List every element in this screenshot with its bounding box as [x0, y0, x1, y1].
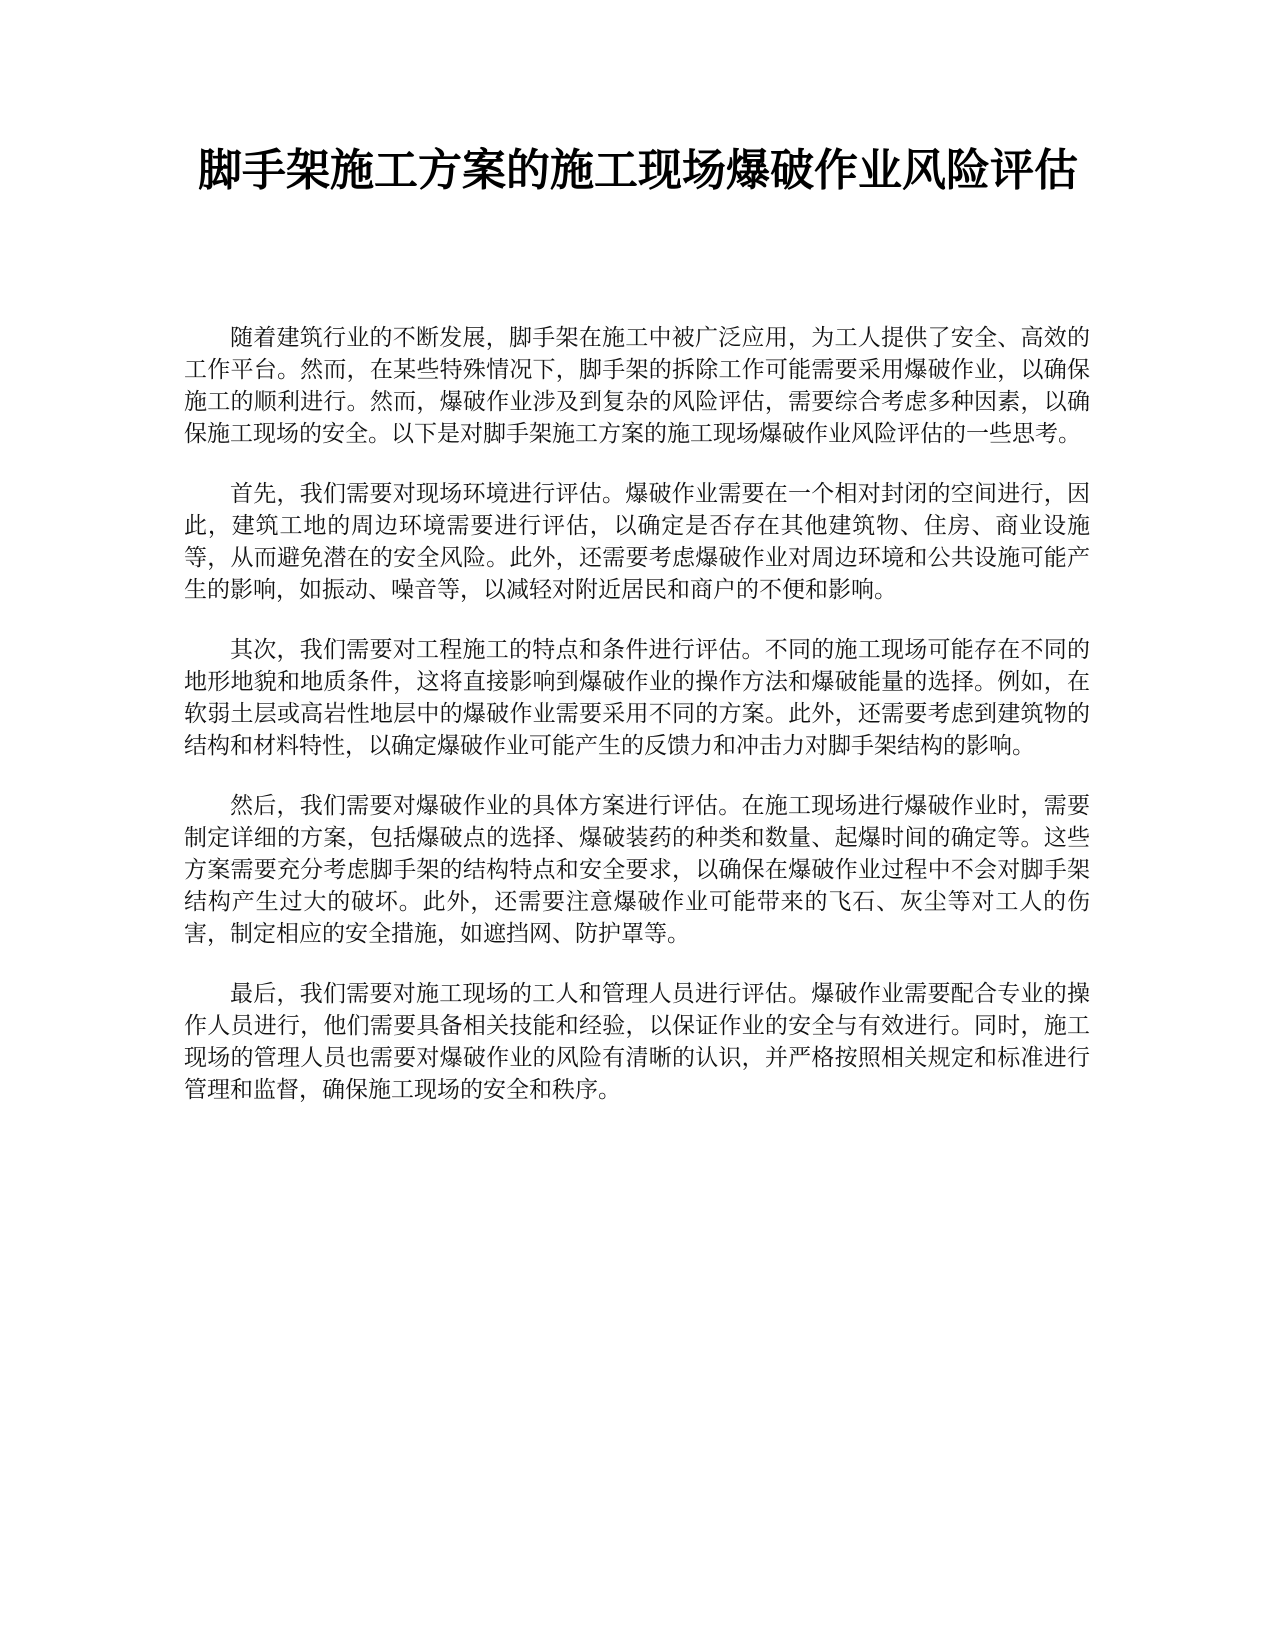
paragraph-site-environment: 首先，我们需要对现场环境进行评估。爆破作业需要在一个相对封闭的空间进行，因此，建筑工地的周边环境需要进行评估，以确定是否存在其他建筑物、住房、商业设施等，从而避免潜在的安全风险。此外，还需要考虑爆破作业对周边环境和公共设施可能产生的影响，如振动、噪音等，以减轻对附近居民和商户的不便和影响。	[184, 481, 1090, 603]
document-title: 脚手架施工方案的施工现场爆破作业风险评估	[198, 145, 1078, 196]
paragraph-personnel: 最后，我们需要对施工现场的工人和管理人员进行评估。爆破作业需要配合专业的操作人员进行，他们需要具备相关技能和经验，以保证作业的安全与有效进行。同时，施工现场的管理人员也需要对爆破作业的风险有清晰的认识，并严格按照相关规定和标准进行管理和监督，确保施工现场的安全和秩序。	[184, 981, 1090, 1103]
document-body	[184, 322, 1090, 1134]
paragraph-construction-conditions: 其次，我们需要对工程施工的特点和条件进行评估。不同的施工现场可能存在不同的地形地貌和地质条件，这将直接影响到爆破作业的操作方法和爆破能量的选择。例如，在软弱土层或高岩性地层中的爆破作业需要采用不同的方案。此外，还需要考虑到建筑物的结构和材料特性，以确定爆破作业可能产生的反馈力和冲击力对脚手架结构的影响。	[184, 637, 1090, 759]
paragraph-blasting-plan: 然后，我们需要对爆破作业的具体方案进行评估。在施工现场进行爆破作业时，需要制定详细的方案，包括爆破点的选择、爆破装药的种类和数量、起爆时间的确定等。这些方案需要充分考虑脚手架的结构特点和安全要求，以确保在爆破作业过程中不会对脚手架结构产生过大的破坏。此外，还需要注意爆破作业可能带来的飞石、灰尘等对工人的伤害，制定相应的安全措施，如遮挡网、防护罩等。	[184, 793, 1090, 947]
paragraph-intro: 随着建筑行业的不断发展，脚手架在施工中被广泛应用，为工人提供了安全、高效的工作平台。然而，在某些特殊情况下，脚手架的拆除工作可能需要采用爆破作业，以确保施工的顺利进行。然而，爆破作业涉及到复杂的风险评估，需要综合考虑多种因素，以确保施工现场的安全。以下是对脚手架施工方案的施工现场爆破作业风险评估的一些思考。	[184, 325, 1090, 447]
